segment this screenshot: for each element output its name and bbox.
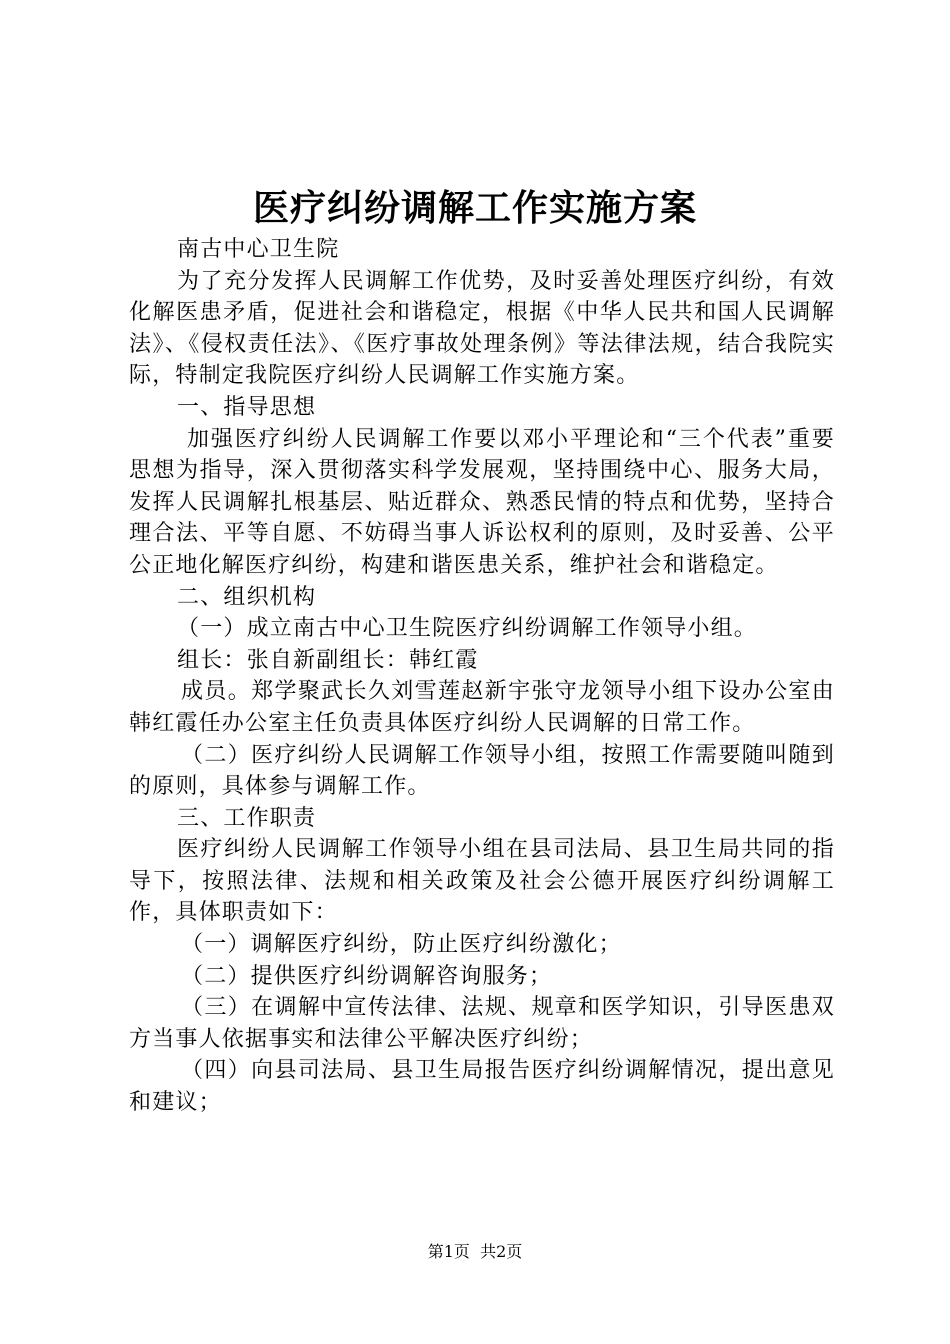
- paragraph-leaders: 组长：张自新副组长：韩红霞: [177, 647, 479, 673]
- paragraph-duty-4: （四）向县司法局、县卫生局报告医疗纠纷调解情况，提出意见和建议；: [129, 1058, 835, 1116]
- section-heading-duties: 三、工作职责: [177, 805, 317, 831]
- paragraph-institution: 南古中心卫生院: [177, 237, 340, 262]
- document-title: 医疗纠纷调解工作实施方案: [252, 187, 697, 229]
- section-heading-organization: 二、组织机构: [177, 584, 317, 610]
- paragraph-org-item-2: （二）医疗纠纷人民调解工作领导小组，按照工作需要随叫随到的原则，具体参与调解工作。: [129, 742, 835, 800]
- paragraph-duty-1: （一）调解医疗纠纷，防止医疗纠纷激化；: [181, 932, 622, 958]
- paragraph-duties-intro: 医疗纠纷人民调解工作领导小组在县司法局、县卫生局共同的指导下，按照法律、法规和相关政策及社会公德开展医疗纠纷调解工作，具体职责如下：: [129, 837, 835, 926]
- document-body: [129, 234, 835, 1119]
- paragraph-intro: 为了充分发挥人民调解工作优势，及时妥善处理医疗纠纷，有效化解医患矛盾，促进社会和谐稳定，根据《中华人民共和国人民调解法》、《侵权责任法》、《医疗事故处理条例》等法律法规，结合我院实际，特制定我院医疗纠纷人民调解工作实施方案。: [129, 268, 835, 389]
- paragraph-members: 成员。郑学聚武长久刘雪莲赵新宇张守龙领导小组下设办公室由韩红霞任办公室主任负责具体医疗纠纷人民调解的日常工作。: [129, 679, 835, 736]
- paragraph-org-item-1: （一）成立南古中心卫生院医疗纠纷调解工作领导小组。: [177, 616, 758, 642]
- paragraph-guiding-ideology: 加强医疗纠纷人民调解工作要以邓小平理论和“三个代表”重要思想为指导，深入贯彻落实科学发展观，坚持围绕中心、服务大局，发挥人民调解扎根基层、贴近群众、熟悉民情的特点和优势，坚持合理合法、平等自愿、不妨碍当事人诉讼权利的原则，及时妥善、公平公正地化解医疗纠纷，构建和谐医患关系，维护社会和谐稳定。: [129, 426, 835, 578]
- page-number-label: 第1页 共2页: [427, 1242, 523, 1261]
- page-footer: [0, 1240, 950, 1264]
- paragraph-duty-2: （二）提供医疗纠纷调解咨询服务；: [181, 963, 553, 989]
- paragraph-duty-3: （三）在调解中宣传法律、法规、规章和医学知识，引导医患双方当事人依据事实和法律公平解决医疗纠纷；: [129, 995, 835, 1052]
- section-heading-guiding-ideology: 一、指导思想: [177, 394, 317, 420]
